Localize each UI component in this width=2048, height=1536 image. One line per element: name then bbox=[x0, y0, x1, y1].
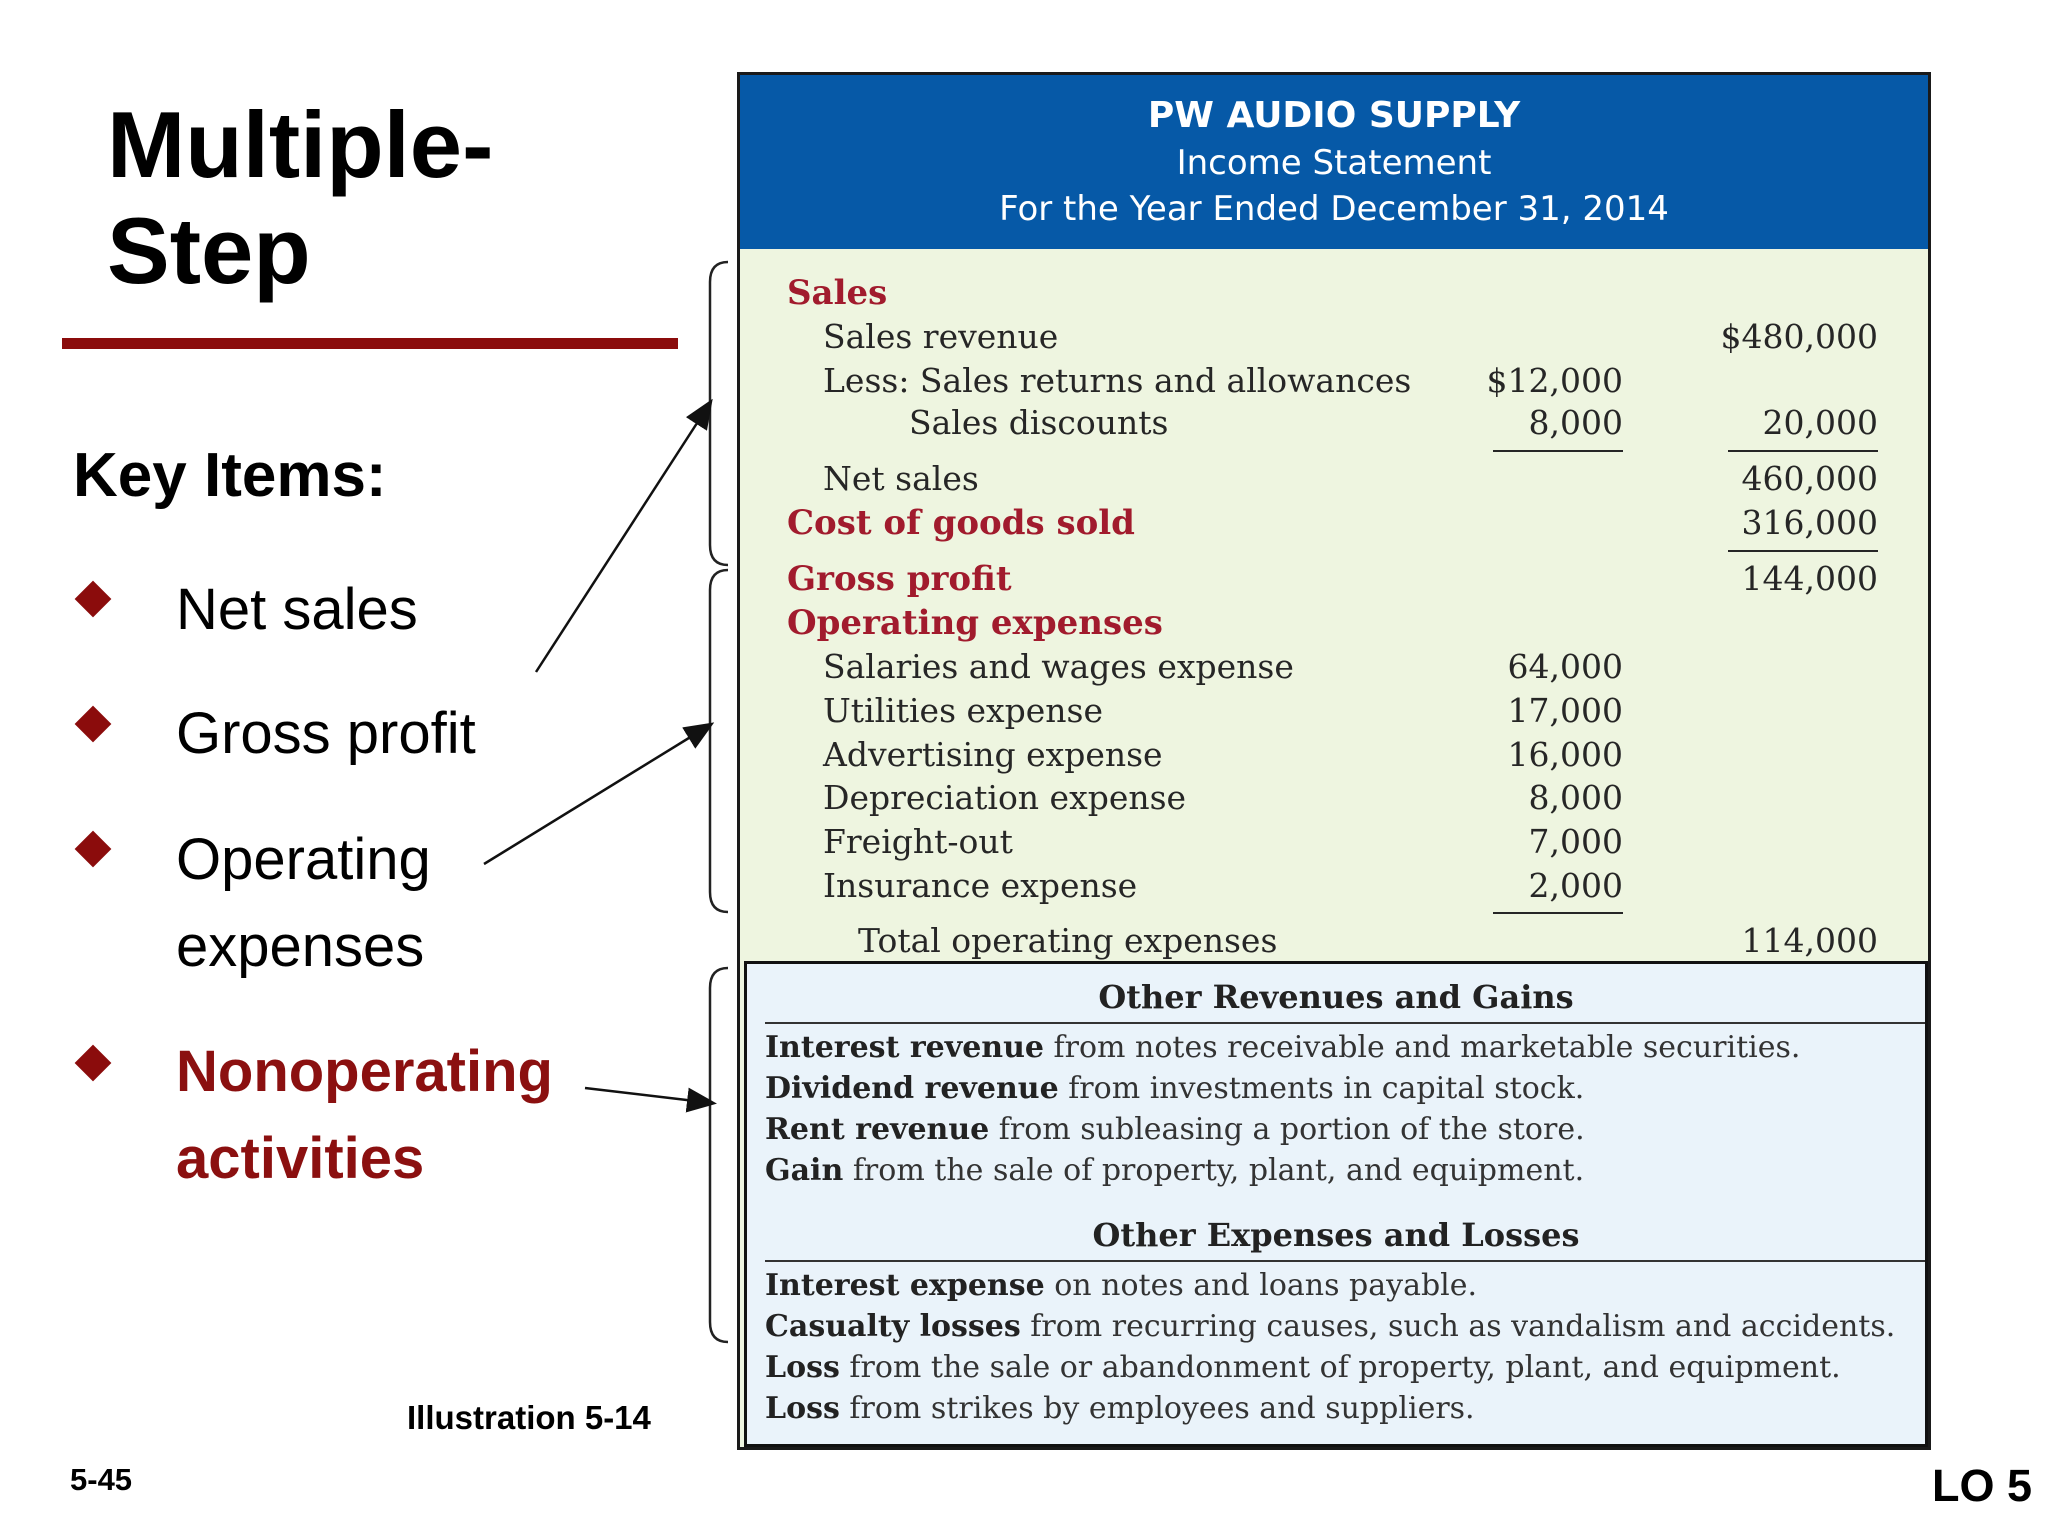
item-description: from notes receivable and marketable securities. bbox=[1044, 1030, 1801, 1065]
arrow-net-sales bbox=[536, 403, 710, 672]
item-description: on notes and loans payable. bbox=[1044, 1268, 1478, 1303]
other-expense-item bbox=[765, 1309, 1895, 1344]
brace-nonoperating-section bbox=[710, 968, 728, 1342]
item-description: from strikes by employees and suppliers. bbox=[839, 1391, 1475, 1426]
item-term: Gain bbox=[765, 1153, 844, 1188]
opex-item-label: Utilities expense bbox=[823, 691, 1104, 730]
item-description: from the sale of property, plant, and equipment. bbox=[843, 1153, 1585, 1188]
item-term: Loss bbox=[765, 1391, 840, 1426]
title-line-1: Multiple- bbox=[107, 92, 494, 197]
bullet-gross-profit: Gross profit bbox=[176, 701, 476, 766]
opex-header: Operating expenses bbox=[787, 603, 1163, 643]
sales-revenue-value: $480,000 bbox=[1720, 317, 1878, 356]
opex-item-label: Salaries and wages expense bbox=[823, 647, 1294, 686]
opex-item-value: 2,000 bbox=[1528, 866, 1623, 905]
key-items-heading: Key Items: bbox=[73, 441, 387, 510]
learning-objective-label: LO 5 bbox=[1932, 1460, 2033, 1511]
bullet-net-sales: Net sales bbox=[176, 577, 418, 642]
arrow-operating-expenses bbox=[484, 725, 710, 864]
other-revenue-item bbox=[765, 1153, 1584, 1188]
net-sales-value: 460,000 bbox=[1741, 459, 1878, 498]
opex-item-value: 17,000 bbox=[1507, 691, 1623, 730]
gross-profit-label: Gross profit bbox=[787, 559, 1012, 599]
other-revenue-item bbox=[765, 1030, 1800, 1065]
bullet-line: Nonoperating bbox=[176, 1039, 553, 1104]
report-period: For the Year Ended December 31, 2014 bbox=[999, 189, 1669, 229]
opex-item-value: 16,000 bbox=[1507, 735, 1623, 774]
gross-profit-value: 144,000 bbox=[1741, 559, 1878, 598]
statement-header bbox=[740, 75, 1928, 249]
bullet-line: expenses bbox=[176, 914, 425, 979]
income-statement bbox=[737, 72, 1931, 1450]
underline bbox=[1728, 550, 1878, 552]
returns-value: $12,000 bbox=[1486, 361, 1623, 400]
net-sales-label: Net sales bbox=[823, 459, 979, 498]
other-expense-item bbox=[765, 1268, 1477, 1303]
opex-item-label: Depreciation expense bbox=[823, 778, 1187, 817]
item-term: Interest expense bbox=[765, 1268, 1045, 1303]
arrow-nonoperating bbox=[585, 1088, 712, 1103]
discounts-value: 8,000 bbox=[1528, 403, 1623, 442]
underline bbox=[1493, 450, 1623, 452]
other-expense-item bbox=[765, 1391, 1475, 1426]
underline bbox=[1728, 450, 1878, 452]
divider bbox=[765, 1022, 1925, 1024]
returns-label: Less: Sales returns and allowances bbox=[823, 361, 1412, 400]
item-term: Casualty losses bbox=[765, 1309, 1021, 1344]
total-opex-label: Total operating expenses bbox=[858, 921, 1278, 960]
opex-item-value: 64,000 bbox=[1507, 647, 1623, 686]
other-revenue-item bbox=[765, 1112, 1585, 1147]
item-description: from subleasing a portion of the store. bbox=[989, 1112, 1585, 1147]
item-term: Rent revenue bbox=[765, 1112, 990, 1147]
other-expenses-title: Other Expenses and Losses bbox=[1092, 1216, 1580, 1254]
item-description: from the sale or abandonment of property, plant, and equipment. bbox=[839, 1350, 1841, 1385]
opex-item-label: Advertising expense bbox=[823, 735, 1163, 774]
opex-item-value: 7,000 bbox=[1528, 822, 1623, 861]
sales-header: Sales bbox=[787, 273, 888, 313]
other-expense-item bbox=[765, 1350, 1841, 1385]
sales-revenue-label: Sales revenue bbox=[823, 317, 1059, 356]
less-total-value: 20,000 bbox=[1762, 403, 1878, 442]
opex-item-label: Freight-out bbox=[823, 822, 1013, 861]
cogs-value: 316,000 bbox=[1741, 503, 1878, 542]
item-term: Dividend revenue bbox=[765, 1071, 1059, 1106]
report-title: Income Statement bbox=[1176, 143, 1492, 183]
cogs-label: Cost of goods sold bbox=[787, 503, 1135, 543]
brace-operating-section bbox=[710, 570, 728, 912]
other-revenues-title: Other Revenues and Gains bbox=[1098, 978, 1574, 1016]
company-name: PW AUDIO SUPPLY bbox=[1147, 95, 1521, 136]
nonoperating-box bbox=[744, 961, 1928, 1447]
opex-item-value: 8,000 bbox=[1528, 778, 1623, 817]
underline bbox=[1493, 912, 1623, 914]
other-revenue-item bbox=[765, 1071, 1584, 1106]
item-term: Loss bbox=[765, 1350, 840, 1385]
illustration-label: Illustration 5-14 bbox=[407, 1399, 651, 1436]
divider bbox=[765, 1260, 1925, 1262]
discounts-label: Sales discounts bbox=[909, 403, 1169, 442]
item-term: Interest revenue bbox=[765, 1030, 1044, 1065]
item-description: from investments in capital stock. bbox=[1058, 1071, 1585, 1106]
total-opex-value: 114,000 bbox=[1741, 921, 1878, 960]
brace-sales-section bbox=[710, 262, 728, 565]
bullet-line: Operating bbox=[176, 827, 431, 892]
title-line-2: Step bbox=[107, 198, 311, 304]
slide-number: 5-45 bbox=[70, 1462, 133, 1497]
bullet-line: activities bbox=[176, 1126, 425, 1191]
opex-item-label: Insurance expense bbox=[823, 866, 1138, 905]
item-description: from recurring causes, such as vandalism and accidents. bbox=[1020, 1309, 1896, 1344]
